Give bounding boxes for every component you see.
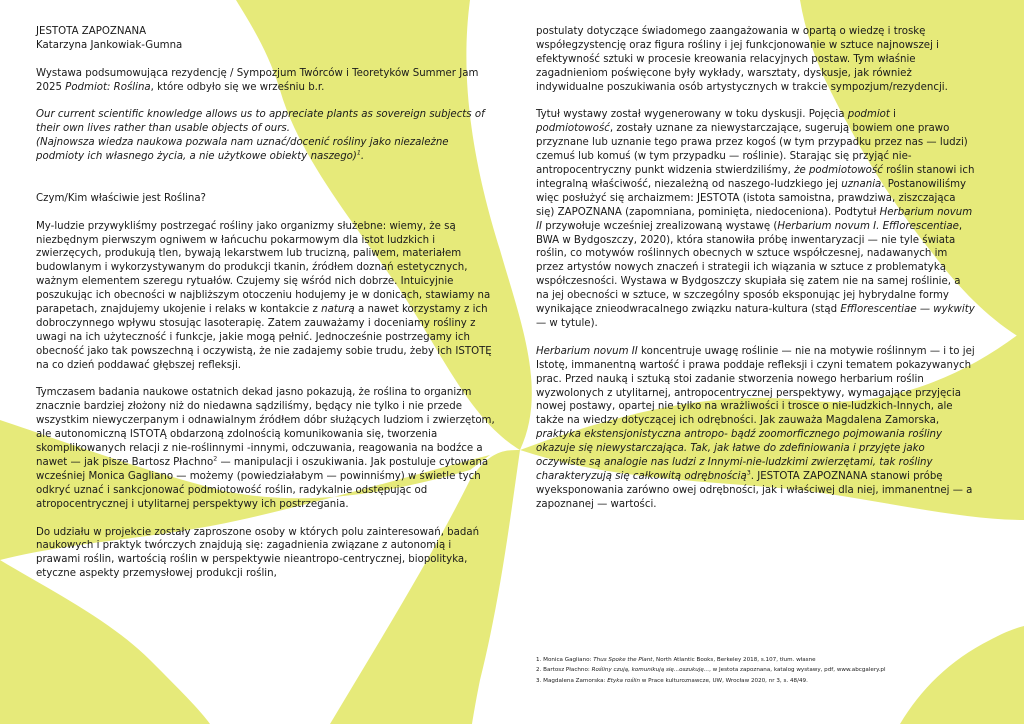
footnotes bbox=[536, 655, 996, 686]
author-name: Katarzyna Jankowiak-Gumna bbox=[36, 39, 183, 51]
left-column bbox=[36, 25, 496, 581]
right-column bbox=[536, 25, 976, 512]
paragraph-3: Do udziału w projekcie zostały zaproszone osoby w których polu zainteresowań, badań naukowych i praktyk twórczych znajdują się: zagadnienia związane z autonomią i prawami roślin, wartością roślin w perspektywie nieantropo-centrycznej, biopolityka, etyczne aspekty przemysłowej produkcji roślin, bbox=[36, 526, 480, 580]
intro-paragraph: Wystawa podsumowująca rezydencję / Sympozjum Twórców i Teoretyków Summer Jam 2025 Podmiot: Roślina, które odbyło się we wrześniu b.r. bbox=[36, 67, 479, 93]
footnote-3: 3. Magdalena Zamorska: Etyka roślin w Prace kulturoznawcze, UW, Wrocław 2020, nr 3, s. 48/49. bbox=[536, 677, 808, 684]
paragraph-2: Tymczasem badania naukowe ostatnich dekad jasno pokazują, że roślina to organizm znacznie bardziej złożony niż do niedawna sądziliśmy, będący nie tylko i nie przede wszystkim niewyczerpanym i odnawialnym źródłem dóbr służących ludziom i zwierzętom, ale autonomiczną ISTOTĄ obdarzoną zdolnością komunikowania się, tworzenia skomplikowanych relacji z nie-roślinnymi -innymi, odczuwania, reagowania na bodźce a nawet — jak pisze Bartosz Płachno$^2$ — manipulacji i oszukiwania. Jak postuluje cytowana wcześniej Monica Gagliano — możemy (powiedziałabym — powinniśmy) w świetle tych odkryć uznać i sankcjonować podmiotowość roślin, radykalnie odstępując od atropocentrycznej i utylitarnej perspektywy ich postrzegania. bbox=[36, 387, 495, 510]
paragraph-4: postulaty dotyczące świadomego zaangażowania w opartą o wiedzę i troskę współegzystencję oraz figura rośliny i jej funkcjonowanie w sztuce najnowszej i efektywność sztuki w procesie kreowania relacyjnych postaw. Tym właśnie zagadnieniom poświęcone były wykłady, warsztaty, dyskusje, jak również indywidualne poszukiwania osób artystycznych w trakcie sympozjum/rezydencji. bbox=[536, 26, 948, 93]
paragraph-1: My-ludzie przywykliśmy postrzegać rośliny jako organizmy służebne: wiemy, że są niezbędnym pierwszym ogniwem w łańcuchu pokarmowym dla istot ludzkich i zwierzęcych, produkują tlen, bywają lekarstwem lub trucizną, paliwem, materiałem budowlanym i wykorzystywanym do produkcji tkanin, źródłem doznań estetycznych, ważnym elementem szeregu rytuałów. Czujemy się wśród nich dobrze. Intuicyjnie poszukując ich obecności w najbliższym otoczeniu hodujemy je w donicach, stawiamy na parapetach, znajdujemy ukojenie i relaks w kontakcie z naturą a nawet korzystamy z ich dobroczynnego wpływu stosując lasoterapię. Zatem zauważamy i doceniamy rośliny z uwagi na ich użyteczność i funkcje, jakie mogą pełnić. Jednocześnie postrzegamy ich obecność jako tak powszechną i oczywistą, że nie zadajemy sobie trudu, żeby ich ISTOTĘ na co dzień poddawać głębszej refleksji. bbox=[36, 220, 492, 371]
footnote-2: 2. Bartosz Płachno: Rośliny czują, komunikują się...oszukuję..., w Jestota zapoznana, katalog wystawy, pdf, www.abcgalery.pl bbox=[536, 667, 886, 674]
paragraph-5: Tytuł wystawy został wygenerowany w toku dyskusji. Pojęcia podmiot i podmiotowość, zostały uznane za niewystarczające, sugerują bowiem one prawo przyznane lub uznanie tego prawa przez kogoś (w tym przypadku przez nas — ludzi) czemuś lub komuś (w tym przypadku — roślinie). Starając się przyjąć nie-antropocentryczny punkt widzenia stwierdziliśmy, że podmiotowość roślin stanowi ich integralną właściwość, niezależną od naszego-ludzkiego jej uznania. Postanowiliśmy więc posłużyć się archaizmem: JESTOTA (istota samoistna, prawdziwa, ziszczająca się) ZAPOZNANA (zapomniana, pominięta, niedoceniona). Podtytuł Herbarium novum II przywołuje wcześniej zrealizowaną wystawę (Herbarium novum I. Efflorescentiae, BWA w Bydgoszczy, 2020), która stanowiła próbę inwentaryzacji — nie tyle świata roślin, co motywów roślinnych obecnych w sztuce współczesnej, nadawanych im przez artystów nowych znaczeń i strategii ich wiązania w sztuce z problematyką współczesności. Wystawa w Bydgoszczy skupiała się zatem nie na samej roślinie, a na jej obecności w sztuce, w szczególny sposób eksponując jej hybrydalne formy wynikające znieodwracalnego związku natura-kultura (stąd Efflorescentiae — wykwity — w tytule). bbox=[536, 109, 975, 330]
quote-polish: (Najnowsza wiedza naukowa pozwala nam uznać/docenić rośliny jako niezależne podmioty ich własnego życia, a nie użytkowe obiekty naszego)$^1$. bbox=[36, 137, 449, 163]
exhibition-title: JESTOTA ZAPOZNANA bbox=[36, 26, 147, 37]
section-question: Czym/Kim właściwie jest Roślina? bbox=[36, 192, 206, 204]
quote-english: Our current scientific knowledge allows us to appreciate plants as sovereign subjects of their own lives rather than usable objects of ours. bbox=[36, 109, 485, 135]
plant-shape-bottom-left bbox=[0, 560, 210, 724]
footnote-1: 1. Monica Gagliano: Thus Spoke the Plant, North Atlantic Books, Berkeley 2018, s.107, tłum. własne bbox=[536, 657, 816, 663]
paragraph-6: Herbarium novum II koncentruje uwagę roślinie — nie na motywie roślinnym — i to jej Istotę, immanentną wartość i prawa poddaje refleksji i czyni tematem pokazywanych prac. Przed nauką i sztuką stoi zadanie stworzenia nowego herbarium roślin wyzwolonych z utylitarnej, antropocentrycznej perspektywy, wymagające przyjęcia nowej postawy, opartej nie tylko na wrażliwości i trosce o nie-ludzkich-Innych, ale także na wiedzy dotyczącej ich odrębności. Jak zauważa Magdalena Zamorska, praktyka ekstensjonistyczna antropo- bądź zoomorficznego pojmowania rośliny okazuje się niewystarczająca. Tak, jak łatwe do zdefiniowania i przyjęte jako oczywiste są analogie nas ludzi z Innymi-nie-ludzkimi zwierzętami, tak rośliny charakteryzują się całkowitą odrębnością$^3$. JESTOTA ZAPOZNANA stanowi próbę wyeksponowania zarówno owej odrębności, jak i właściwej dla niej, immanentnej — a zapoznanej — wartości. bbox=[536, 345, 975, 510]
